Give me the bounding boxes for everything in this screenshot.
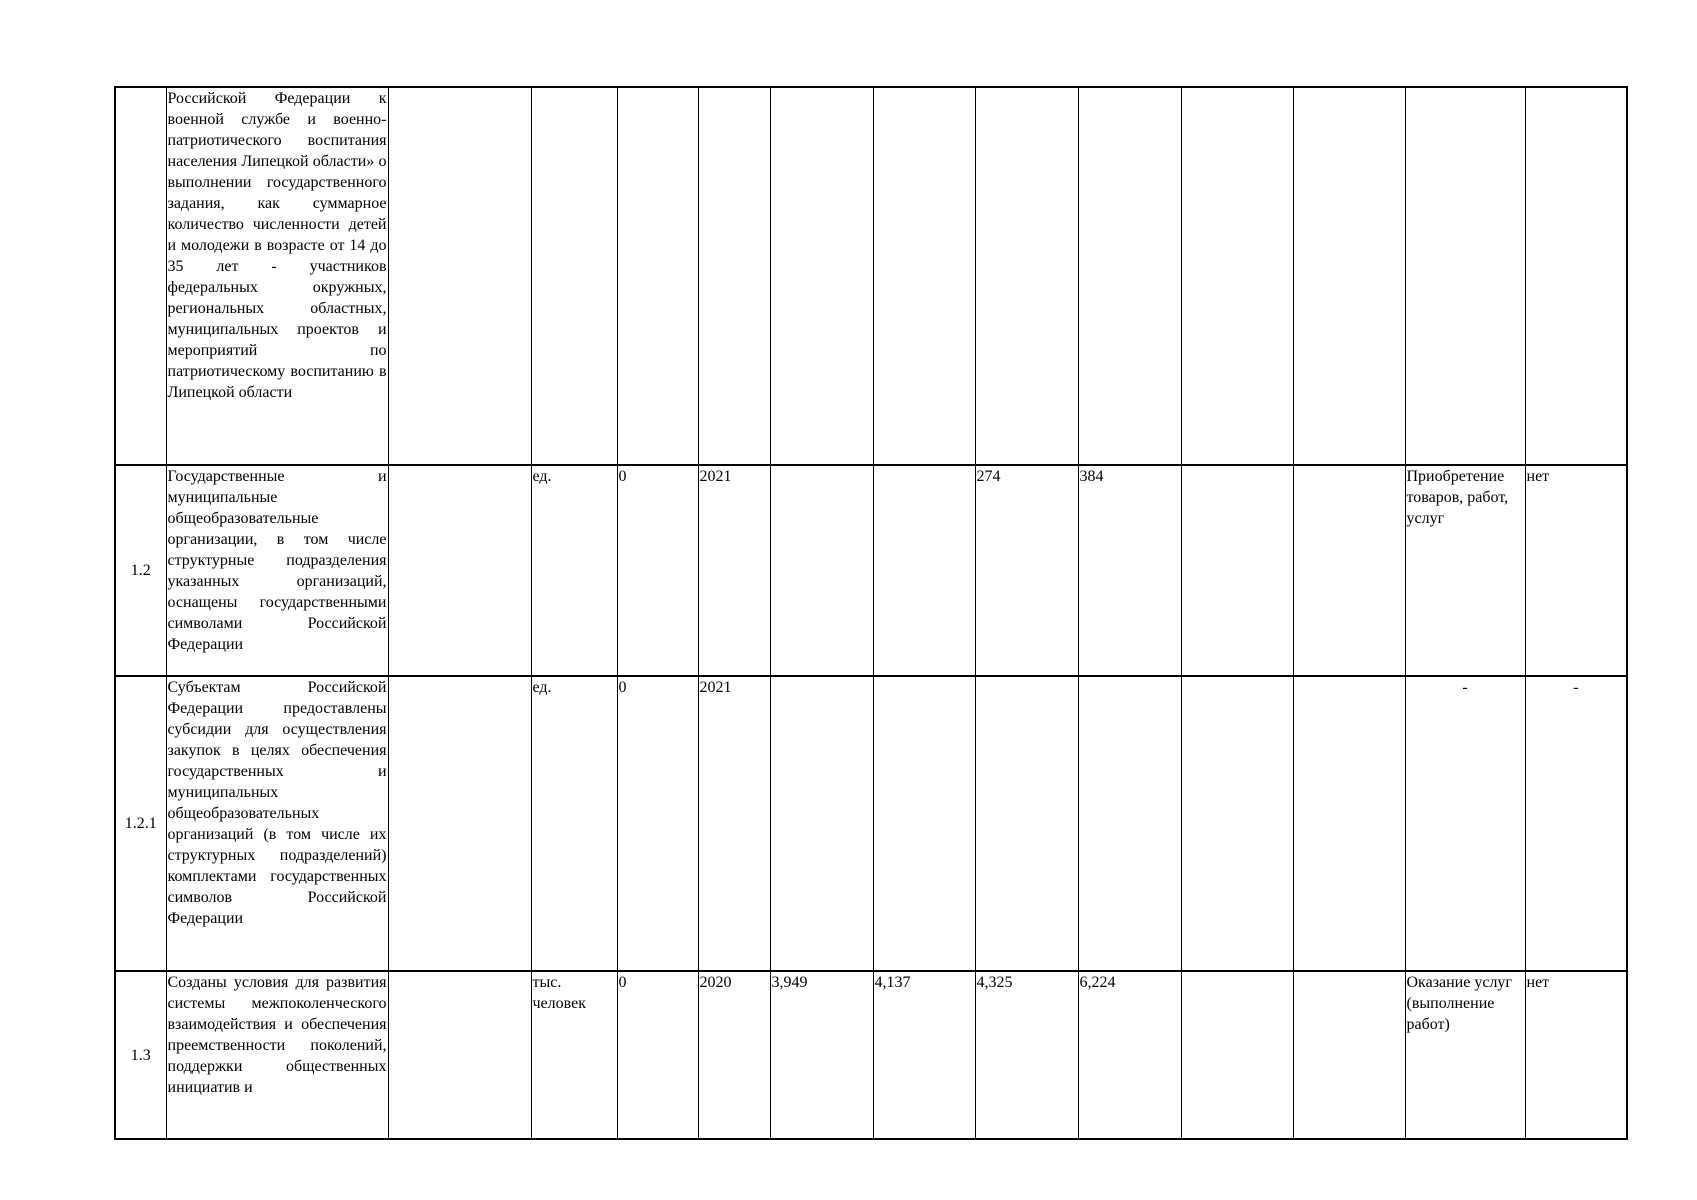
row-value-4 [1078,676,1181,971]
row-value-2: 4,137 [873,971,975,1139]
row-value-6 [1293,676,1405,971]
row-type: Приобретение товаров, работ, услуг [1405,465,1525,676]
row-value-6 [1293,465,1405,676]
table-row [115,465,1627,676]
row-type [1405,87,1525,465]
row-value-1 [770,465,873,676]
table-row [115,971,1627,1139]
row-value-6 [1293,971,1405,1139]
row-value-3: 274 [975,465,1078,676]
row-col3 [388,971,531,1139]
row-value-2 [873,87,975,465]
row-base-year: 2021 [698,676,770,971]
row-flag: нет [1525,465,1627,676]
row-description: Российской Федерации к военной службе и военно-патриотического воспитания населения Липецкой области» о выполнении государственного задания, как суммарное количество численности детей и молодежи в возрасте от 14 до 35 лет - участников федеральных окружных, региональных областных, муниципальных проектов и мероприятий по патриотическому воспитанию в Липецкой области [166,87,388,465]
row-flag: нет [1525,971,1627,1139]
row-value-5 [1181,465,1293,676]
data-table [114,86,1628,1140]
row-number: 1.2 [115,465,166,676]
row-flag: - [1525,676,1627,971]
row-unit: ед. [531,676,617,971]
row-flag [1525,87,1627,465]
row-value-3 [975,87,1078,465]
row-base-value: 0 [617,971,698,1139]
row-value-3: 4,325 [975,971,1078,1139]
row-base-year: 2021 [698,465,770,676]
row-value-1 [770,676,873,971]
table-row [115,676,1627,971]
row-value-5 [1181,971,1293,1139]
row-base-value [617,87,698,465]
row-value-5 [1181,676,1293,971]
row-number: 1.2.1 [115,676,166,971]
row-value-5 [1181,87,1293,465]
row-value-4 [1078,87,1181,465]
row-type: - [1405,676,1525,971]
row-value-4: 6,224 [1078,971,1181,1139]
row-col3 [388,465,531,676]
row-value-6 [1293,87,1405,465]
row-number: 1.3 [115,971,166,1139]
row-value-4: 384 [1078,465,1181,676]
row-description: Субъектам Российской Федерации предоставлены субсидии для осуществления закупок в целях обеспечения государственных и муниципальных общеобразовательных организаций (в том числе их структурных подразделений) комплектами государственных символов Российской Федерации [166,676,388,971]
row-description: Созданы условия для развития системы межпоколенческого взаимодействия и обеспечения преемственности поколений, поддержки общественных инициатив и [166,971,388,1139]
row-col3 [388,676,531,971]
row-unit: тыс. человек [531,971,617,1139]
row-number [115,87,166,465]
row-base-value: 0 [617,676,698,971]
row-type: Оказание услуг (выполнение работ) [1405,971,1525,1139]
table-row [115,87,1627,465]
row-unit [531,87,617,465]
row-unit: ед. [531,465,617,676]
row-base-year: 2020 [698,971,770,1139]
row-description: Государственные и муниципальные общеобразовательные организации, в том числе структурные подразделения указанных организаций, оснащены государственными символами Российской Федерации [166,465,388,676]
row-value-2 [873,676,975,971]
row-base-year [698,87,770,465]
row-value-2 [873,465,975,676]
row-col3 [388,87,531,465]
row-value-1: 3,949 [770,971,873,1139]
row-value-1 [770,87,873,465]
row-base-value: 0 [617,465,698,676]
row-value-3 [975,676,1078,971]
